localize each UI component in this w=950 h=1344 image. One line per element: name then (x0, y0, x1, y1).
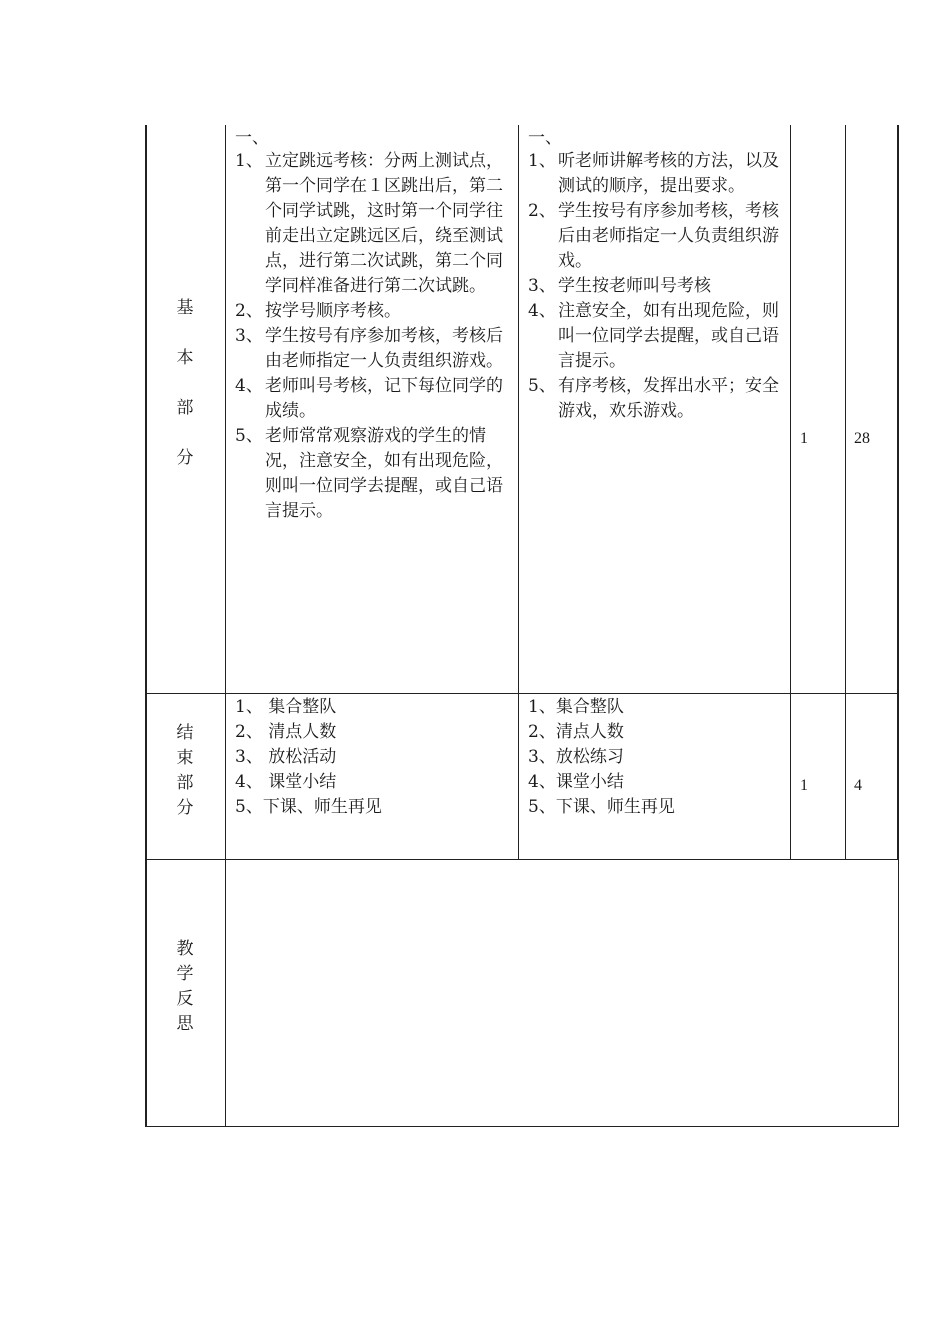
teacher-activity-list (235, 149, 507, 524)
list-header: 一、 (528, 128, 562, 148)
label-char: 学 (176, 964, 194, 984)
list-item: 1、集合整队 (528, 697, 624, 717)
reflection-section-label (145, 935, 225, 1039)
list-item: 4、 课堂小结 (235, 772, 337, 792)
list-item: 3、放松练习 (528, 747, 624, 767)
label-char: 结 (176, 723, 194, 743)
label-char: 本 (176, 348, 194, 368)
table-divider-student (790, 125, 791, 860)
table-border-right-lower (898, 860, 899, 1127)
label-char: 基 (176, 298, 194, 318)
teacher-activity-list (235, 695, 507, 820)
label-char: 分 (176, 798, 194, 818)
end-count: 1 (800, 776, 808, 794)
list-header: 一、 (235, 128, 269, 148)
student-activity-list (528, 695, 780, 820)
basic-teacher-activities (235, 127, 507, 524)
end-minutes: 4 (854, 776, 862, 794)
list-item: 2、清点人数 (528, 722, 624, 742)
list-item: 4、课堂小结 (528, 772, 624, 792)
list-item: 3、 放松活动 (235, 747, 337, 767)
list-item: 3、 学生按号有序参加考核，考核后由老师指定一人负责组织游戏。 (235, 326, 503, 371)
basic-count: 1 (800, 429, 808, 447)
list-item: 5、下课、师生再见 (235, 797, 382, 817)
table-divider-row-1 (145, 693, 899, 694)
list-item: 5、 老师常常观察游戏的学生的情况，注意安全，如有出现危险，则叫一位同学去提醒，或自己语言提示。 (235, 426, 503, 521)
table-border-bottom (145, 1126, 899, 1127)
label-char: 分 (176, 448, 194, 468)
list-item: 1、 立定跳远考核：分两上测试点，第一个同学在１区跳出后，第二个同学试跳，这时第一个同学往前走出立定跳远区后，绕至测试点，进行第二次试跳，第二个同学同样准备进行第二次试跳。 (235, 151, 503, 296)
label-char: 部 (176, 398, 194, 418)
list-item: 5、下课、师生再见 (528, 797, 675, 817)
list-item: 3、 学生按老师叫号考核 (528, 276, 711, 296)
reflection-content (226, 860, 898, 1126)
list-item: 1、 集合整队 (235, 697, 337, 717)
end-section-label (145, 719, 225, 823)
list-item: 2、 清点人数 (235, 722, 337, 742)
list-item: 4、 老师叫号考核，记下每位同学的成绩。 (235, 376, 503, 421)
list-item: 5、 有序考核，发挥出水平；安全游戏，欢乐游戏。 (528, 376, 779, 421)
basic-student-activities (528, 127, 780, 424)
label-char: 教 (176, 939, 194, 959)
lesson-plan-table (145, 125, 899, 1127)
label-char: 部 (176, 773, 194, 793)
table-divider-teacher (518, 125, 519, 860)
student-activity-list (528, 149, 780, 424)
label-char: 反 (176, 989, 194, 1009)
end-teacher-activities (235, 695, 507, 820)
basic-section-label (145, 293, 225, 473)
list-item: 2、 按学号顺序考核。 (235, 301, 401, 321)
list-item: 4、 注意安全，如有出现危险，则叫一位同学去提醒，或自己语言提示。 (528, 301, 779, 371)
table-divider-count (845, 125, 846, 860)
table-border-right-upper (897, 125, 899, 860)
list-item: 2、 学生按号有序参加考核，考核后由老师指定一人负责组织游戏。 (528, 201, 779, 271)
list-item: 1、 听老师讲解考核的方法，以及测试的顺序，提出要求。 (528, 151, 779, 196)
label-char: 思 (176, 1014, 194, 1034)
basic-minutes: 28 (854, 429, 870, 447)
label-char: 束 (176, 748, 194, 768)
end-student-activities (528, 695, 780, 820)
